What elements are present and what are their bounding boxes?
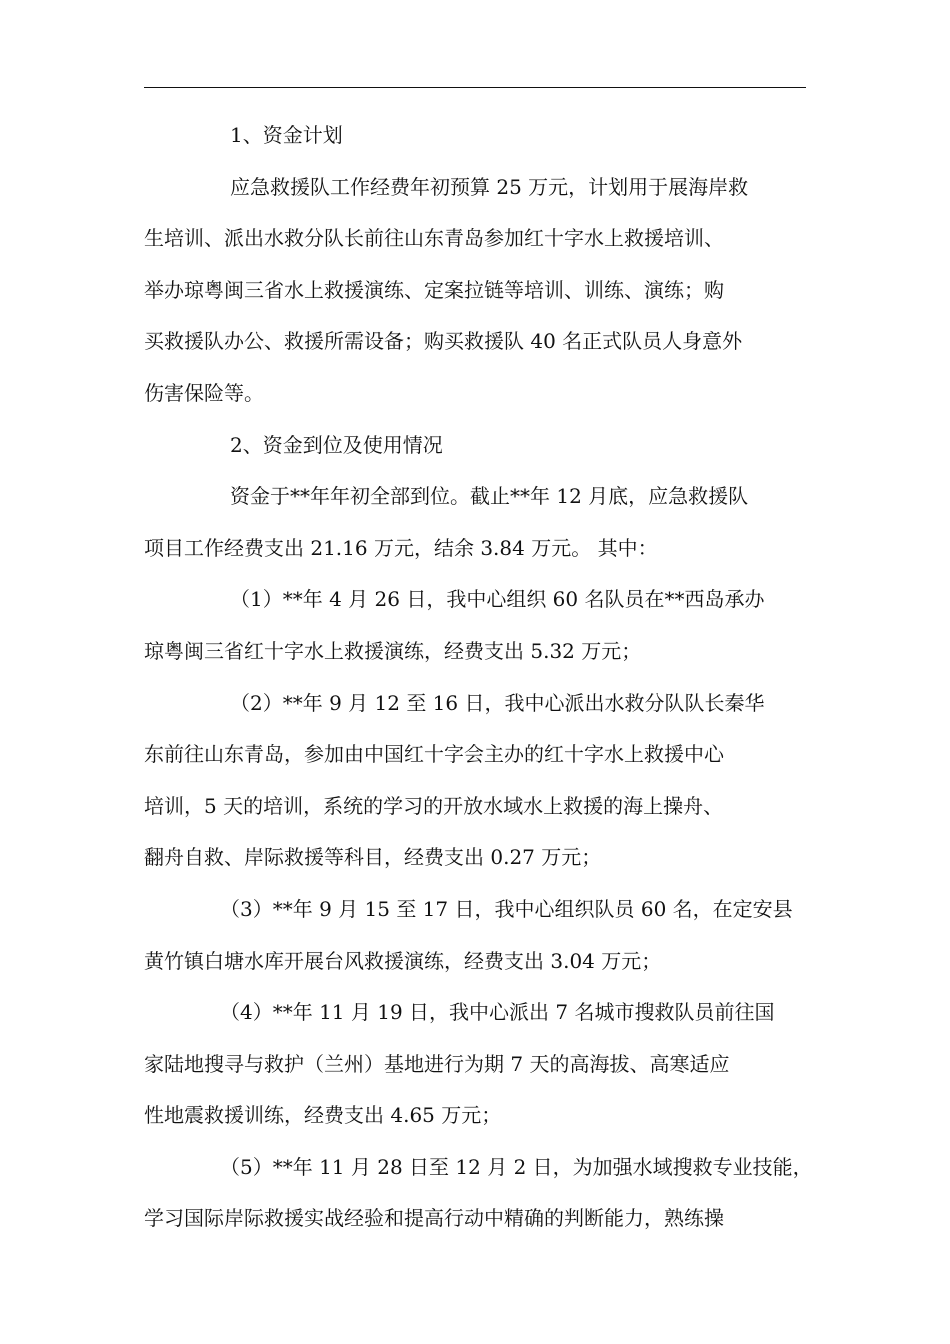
text-line: 培训，5 天的培训，系统的学习的开放水域水上救援的海上操舟、 (144, 793, 724, 818)
text-line: （2）**年 9 月 12 至 16 日，我中心派出水救分队队长秦华 (230, 690, 765, 715)
text-line: 翻舟自救、岸际救援等科目，经费支出 0.27 万元； (144, 845, 602, 870)
text-line: 琼粤闽三省红十字水上救援演练，经费支出 5.32 万元； (144, 638, 642, 663)
text-line: 家陆地搜寻与救护（兰州）基地进行为期 7 天的高海拔、高寒适应 (144, 1051, 730, 1076)
document-body (144, 110, 813, 1245)
text-line: （3）**年 9 月 15 至 17 日，我中心组织队员 60 名，在定安县 (220, 896, 793, 921)
text-line: 1、资金计划 (230, 123, 343, 147)
text-line: （4）**年 11 月 19 日，我中心派出 7 名城市搜救队员前往国 (220, 1000, 775, 1025)
text-line: （1）**年 4 月 26 日，我中心组织 60 名队员在**西岛承办 (230, 587, 765, 612)
text-line: 生培训、派出水救分队长前往山东青岛参加红十字水上救援培训、 (144, 226, 724, 251)
text-line: 买救援队办公、救援所需设备；购买救援队 40 名正式队员人身意外 (144, 329, 743, 354)
text-line: 东前往山东青岛，参加由中国红十字会主办的红十字水上救援中心 (144, 742, 724, 767)
text-line: 黄竹镇白塘水库开展台风救援演练，经费支出 3.04 万元； (144, 948, 662, 973)
text-line: 应急救援队工作经费年初预算 25 万元，计划用于展海岸救 (230, 174, 749, 199)
text-line: 伤害保险等。 (144, 380, 264, 405)
text-line: 资金于**年年初全部到位。截止**年 12 月底，应急救援队 (230, 484, 749, 509)
text-line: 2、资金到位及使用情况 (230, 432, 443, 457)
text-line: 性地震救援训练，经费支出 4.65 万元； (144, 1103, 502, 1128)
header-rule (144, 87, 806, 88)
text-line: 学习国际岸际救援实战经验和提高行动中精确的判断能力，熟练操 (144, 1206, 724, 1231)
text-line: （5）**年 11 月 28 日至 12 月 2 日，为加强水域搜救专业技能， (220, 1154, 813, 1179)
text-line: 举办琼粤闽三省水上救援演练、定案拉链等培训、训练、演练；购 (144, 277, 724, 302)
text-line: 项目工作经费支出 21.16 万元，结余 3.84 万元。 其中： (144, 535, 658, 560)
